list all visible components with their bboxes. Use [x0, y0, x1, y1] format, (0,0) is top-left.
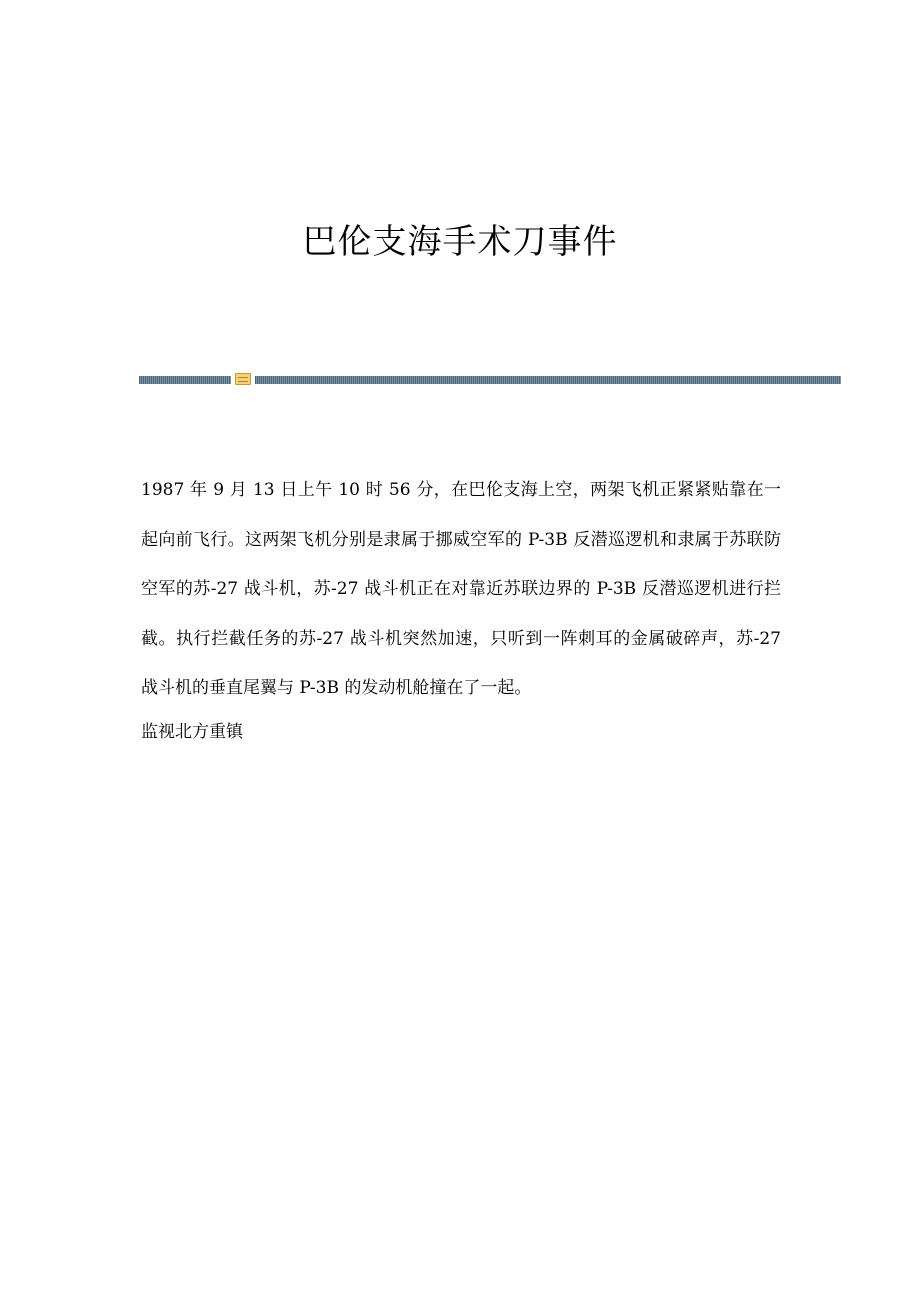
title-divider [139, 372, 841, 386]
document-title: 巴伦支海手术刀事件 [302, 222, 618, 262]
divider-bar-right [255, 376, 841, 384]
divider-bar-left [139, 376, 231, 384]
section-heading: 监视北方重镇 [141, 722, 243, 742]
divider-emblem-icon [235, 373, 251, 385]
body-paragraph: 1987 年 9 月 13 日上午 10 时 56 分，在巴伦支海上空，两架飞机正紧紧贴靠在一起向前飞行。这两架飞机分别是隶属于挪威空军的 P-3B 反潜巡逻机和隶属于苏联防空军的苏-27 战斗机，苏-27 战斗机正在对靠近苏联边界的 P-3B 反潜巡逻机进行拦截。执行拦截任务的苏-27 战斗机突然加速，只听到一阵刺耳的金属破碎声，苏-27 战斗机的垂直尾翼与 P-3B 的发动机舱撞在了一起。 [141, 480, 781, 698]
